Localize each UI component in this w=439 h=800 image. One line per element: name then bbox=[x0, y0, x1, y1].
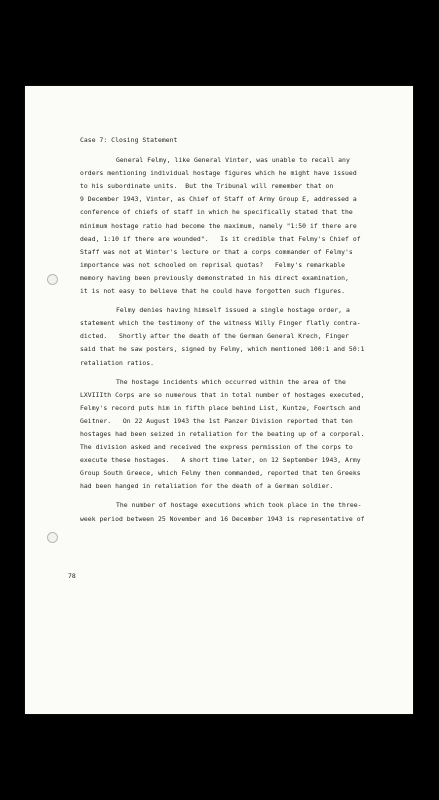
text-line: hostages had been seized in retaliation for the beating up of a corporal. bbox=[80, 429, 365, 438]
text-line: dead, 1:10 if there are wounded". Is it credible that Felmy's Chief of bbox=[80, 234, 361, 243]
punch-hole-top bbox=[47, 274, 58, 285]
text-line: dicted. Shortly after the death of the German General Krech, Finger bbox=[80, 332, 349, 341]
text-line: importance was not schooled on reprisal quotas? Felmy's remarkable bbox=[80, 260, 346, 269]
text-line: had been hanged in retaliation for the death of a German soldier. bbox=[80, 482, 334, 491]
text-line: memory having been previously demonstrated in his direct examination, bbox=[80, 273, 349, 282]
text-line: The division asked and received the express permission of the corps to bbox=[80, 443, 353, 452]
text-line: Staff was not at Winter's lecture or that a corps commander of Felmy's bbox=[80, 247, 353, 256]
text-line: Geitner. On 22 August 1943 the 1st Panzer Division reported that ten bbox=[80, 416, 353, 425]
text-line: statement which the testimony of the witness Willy Finger flatly contra- bbox=[80, 319, 361, 328]
text-line: 9 December 1943, Vinter, as Chief of Staff of Army Group E, addressed a bbox=[80, 195, 357, 204]
text-line: Felmy's record puts him in fifth place behind List, Kuntze, Foertsch and bbox=[80, 403, 361, 412]
text-line: to his subordinate units. But the Tribunal will remember that on bbox=[80, 182, 334, 191]
text-line: execute these hostages. A short time later, on 12 September 1943, Army bbox=[80, 456, 361, 465]
paragraph-container bbox=[80, 154, 387, 526]
text-line: The hostage incidents which occurred within the area of the bbox=[116, 377, 346, 386]
punch-hole-bottom bbox=[47, 532, 58, 543]
page-number: 78 bbox=[68, 572, 76, 580]
document-paragraph bbox=[80, 376, 387, 494]
text-line: conference of chiefs of staff in which he specifically stated that the bbox=[80, 208, 353, 217]
document-paragraph bbox=[80, 499, 387, 525]
text-line: minimum hostage ratio had become the maximum, namely "1:50 if there are bbox=[80, 221, 357, 230]
text-line: General Felmy, like General Vinter, was unable to recall any bbox=[116, 156, 350, 165]
text-line: LXVIIIth Corps are so numerous that in total number of hostages executed, bbox=[80, 390, 365, 399]
text-line: week period between 25 November and 16 December 1943 is representative of bbox=[80, 514, 365, 523]
text-line: orders mentioning individual hostage figures which he might have issued bbox=[80, 169, 357, 178]
text-line: The number of hostage executions which took place in the three- bbox=[116, 501, 362, 510]
document-page bbox=[25, 86, 413, 714]
document-paragraph bbox=[80, 154, 387, 298]
document-paragraph bbox=[80, 304, 387, 369]
text-line: Felmy denies having himself issued a single hostage order, a bbox=[116, 306, 350, 315]
text-line: it is not easy to believe that he could have forgotten such figures. bbox=[80, 287, 346, 296]
text-line: retaliation ratios. bbox=[80, 358, 155, 367]
document-body bbox=[80, 134, 387, 532]
text-line: Group South Greece, which Felmy then commanded, reported that ten Greeks bbox=[80, 469, 361, 478]
text-line: said that he saw posters, signed by Felmy, which mentioned 100:1 and 50:1 bbox=[80, 345, 365, 354]
document-heading: Case 7: Closing Statement bbox=[80, 136, 178, 144]
